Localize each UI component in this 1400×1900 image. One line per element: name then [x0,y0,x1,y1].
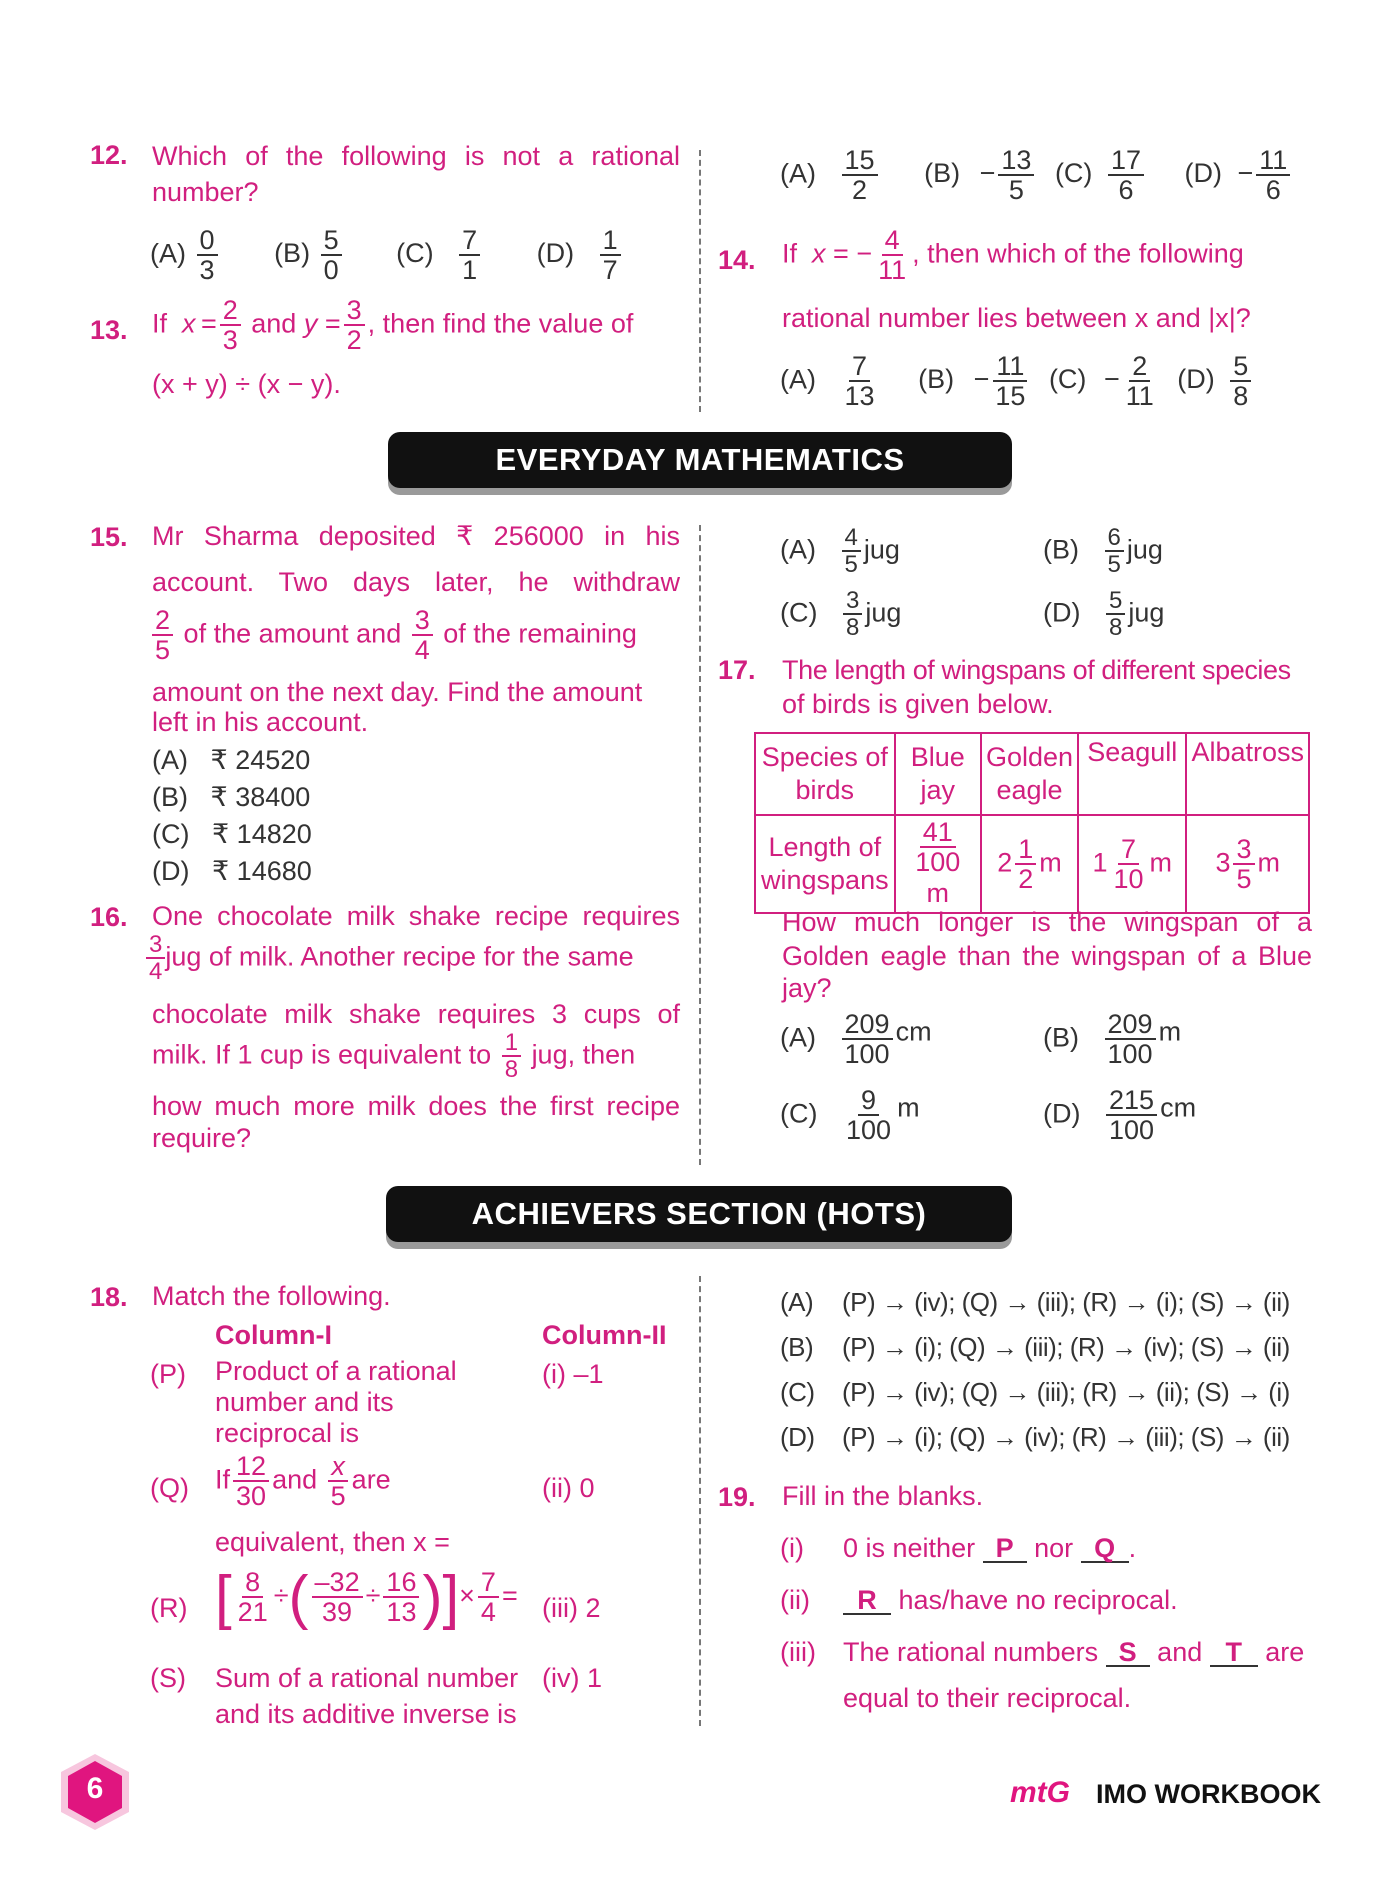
question-text: jay? [782,973,832,1003]
footer-title: IMO WORKBOOK [1096,1779,1321,1809]
table-header: Species of birds [755,733,895,815]
q18-options: (A) (P) → (iv); (Q) → (iii); (R) → (i); (S) → (ii) (B) (P) → (i); (Q) → (iii); (R) → (iv); (S) → (ii) (C) (P) → (iv); (Q) → (iii); (R) → (ii); (S) → (i) (D) (P) → (i); (Q) → (iv); (R) → (iii); (S) → (ii) [780,1287,1290,1452]
question-text: Mr Sharma deposited ₹ 256000 in his [152,521,680,551]
blank[interactable]: T [1210,1639,1258,1667]
q16-option: (C) $\frac{3}{8}$ jug [780,587,902,642]
column-divider [699,1276,701,1726]
table-header: Albatross [1186,733,1309,815]
q14-options: (A) $\frac{7}{13}$ (B) − $\frac{11}{15}$ (C) − $\frac{2}{11}$ (D) $\frac{5}{8}$ [780,352,1254,411]
table-header: Seagull [1078,733,1186,815]
fill-label: (i) [780,1533,804,1563]
match-item: equivalent, then x = [215,1527,450,1557]
column-divider [699,150,701,412]
question-number: 13. [90,315,128,345]
table-header: Golden eagle [981,733,1078,815]
question-text: How much longer is the wingspan of a [782,907,1312,937]
question-text: $\frac{3}{4}$ jug of milk. Another recipe for the same [146,932,686,984]
match-answer: (i) –1 [542,1359,604,1389]
question-text: The length of wingspans of different species [782,655,1291,685]
table-cell: 2 $\frac{1}{2}$ m [981,815,1078,913]
match-label: (P) [150,1359,186,1389]
match-item: [ $\frac{8}{21}$ ÷( $\frac{-32}{39}$ ÷ $\frac{16}{13}$ )]× $\frac{7}{4}$ = [215,1563,518,1631]
question-number: 16. [90,902,128,932]
page-number-badge [58,1752,132,1832]
question-text: account. Two days later, he withdraw [152,567,680,597]
table-header: Blue jay [895,733,981,815]
wingspan-table [754,732,1310,914]
match-label: (Q) [150,1473,189,1503]
match-answer: (iii) 2 [542,1593,601,1623]
question-text: Golden eagle than the wingspan of a Blue [782,941,1312,971]
question-text: how much more milk does the first recipe [152,1091,680,1121]
q17-option: (B) $\frac{209}{100}$ m [1043,1009,1182,1070]
match-item: Product of a rational number and its reciprocal is [215,1356,457,1448]
column-heading: Column-II [542,1320,667,1350]
question-text: Match the following. [152,1281,391,1311]
table-cell: 1 $\frac{7}{10}$ m [1078,815,1186,913]
q16-option: (A) $\frac{4}{5}$ jug [780,524,900,579]
fill-item: R has/have no reciprocal. [843,1582,1178,1618]
match-answer: (iv) 1 [542,1663,602,1693]
q17-option: (C) $\frac{9}{100}$ m [780,1085,920,1146]
question-text: If x = − $\frac{4}{11}$ , then which of the following [782,225,1244,286]
fill-item: 0 is neither P nor Q . [843,1533,1137,1563]
question-expression: (x + y) ÷ (x − y). [152,369,341,399]
section-banner: EVERYDAY MATHEMATICS [388,432,1012,488]
match-answer: (ii) 0 [542,1473,595,1503]
q16-option: (B) $\frac{6}{5}$ jug [1043,524,1163,579]
question-number: 15. [90,522,128,552]
table-row-label: Length of wingspans [755,815,895,913]
question-number: 18. [90,1282,128,1312]
question-text: $\frac{2}{5}$ of the amount and $\frac{3}{4}$ of the remaining [152,606,692,665]
question-number: 14. [718,245,756,275]
blank[interactable]: S [1106,1639,1150,1667]
brand-logo: mtG [1010,1776,1070,1809]
match-label: (S) [150,1663,186,1693]
q17-option: (D) $\frac{215}{100}$ cm [1043,1085,1197,1146]
match-item: If $\frac{12}{30}$ and $\frac{x}{5}$ are [215,1451,391,1512]
q13-options: (A) $\frac{15}{2}$ (B) − $\frac{13}{5}$ (C) $\frac{17}{6}$ (D) − $\frac{11}{6}$ [780,146,1293,205]
table-cell: 3 $\frac{3}{5}$ m [1186,815,1309,913]
blank[interactable]: P [983,1535,1027,1563]
table-cell: $\frac{41}{100}$ m [895,815,981,913]
question-text: left in his account. [152,707,369,737]
fill-item: equal to their reciprocal. [843,1683,1132,1713]
blank[interactable]: R [843,1587,891,1615]
match-item: Sum of a rational number and its additive inverse is [215,1663,519,1729]
fill-item: The rational numbers S and T are [843,1637,1305,1667]
q17-option: (A) $\frac{209}{100}$ cm [780,1009,932,1070]
question-text: If x = $\frac{2}{3}$ and y = $\frac{3}{2}$ , then find the value of [152,295,634,356]
question-number: 12. [90,140,128,170]
question-text: rational number lies between x and |x|? [782,303,1251,333]
question-text: One chocolate milk shake recipe requires [152,901,680,931]
question-number: 19. [718,1482,756,1512]
column-divider [699,525,701,1165]
q15-options: (A) ₹ 24520 (B) ₹ 38400 (C) ₹ 14820 (D) ₹ 14680 [152,745,312,886]
question-text: chocolate milk shake requires 3 cups of [152,999,680,1029]
question-text: require? [152,1123,252,1153]
question-text: of birds is given below. [782,689,1054,719]
fill-label: (iii) [780,1637,816,1667]
q16-option: (D) $\frac{5}{8}$ jug [1043,587,1165,642]
column-heading: Column-I [215,1320,332,1350]
blank[interactable]: Q [1081,1535,1129,1563]
page-number: 6 [86,1772,104,1805]
fill-label: (ii) [780,1585,810,1615]
question-number: 17. [718,655,756,685]
q12-options: (A) $\frac{0}{3}$ (B) $\frac{5}{0}$ (C) $\frac{7}{1}$ (D) $\frac{1}{7}$ [150,226,624,285]
question-text: milk. If 1 cup is equivalent to $\frac{1}{8}$ jug, then [152,1029,636,1084]
question-text: Fill in the blanks. [782,1481,984,1511]
section-banner: ACHIEVERS SECTION (HOTS) [386,1186,1012,1242]
question-text: amount on the next day. Find the amount [152,677,643,707]
match-label: (R) [150,1593,188,1623]
question-text: Which of the following is not a rational number? [152,141,680,207]
